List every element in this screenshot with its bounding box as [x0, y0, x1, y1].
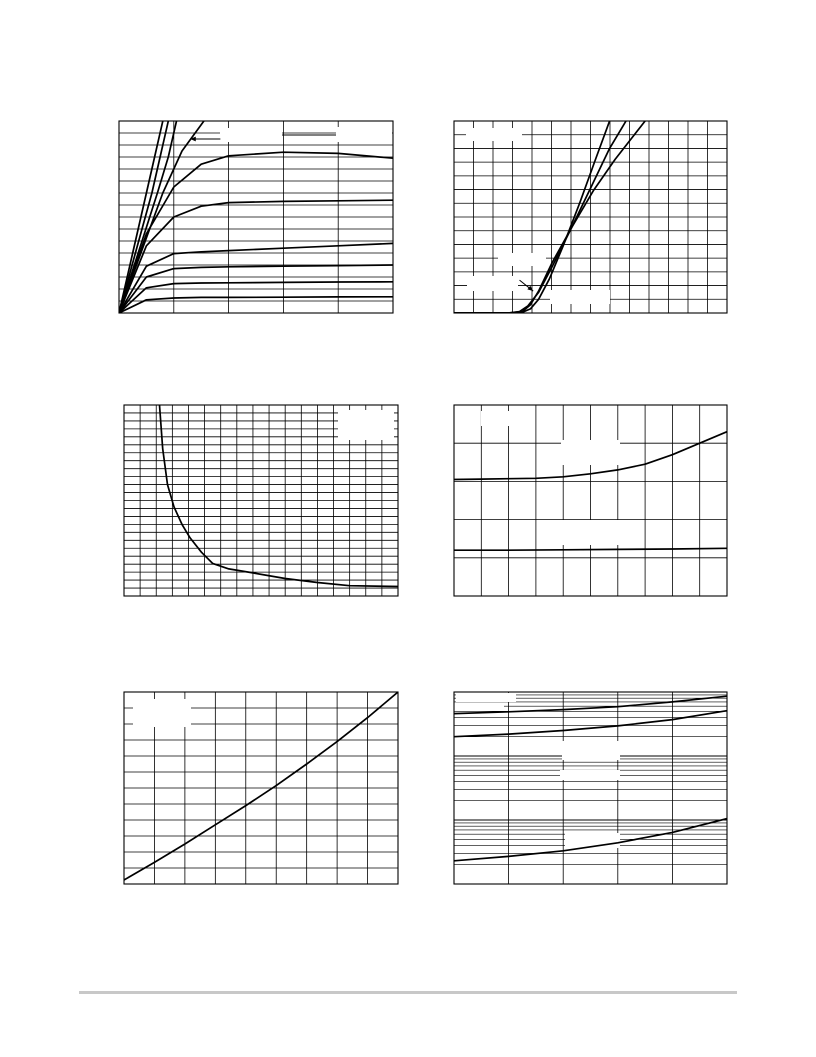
log-triple-grid: [454, 692, 727, 884]
decay-curve-chart: [124, 405, 398, 596]
footer-rule: [79, 991, 737, 994]
output-characteristics-series-line-7: [119, 243, 393, 313]
log-triple-series-line-2: [454, 711, 727, 737]
label-box: [498, 253, 546, 266]
label-box: [336, 127, 392, 142]
flat-pair-grid: [454, 405, 727, 596]
transfer-characteristics-chart: [454, 121, 727, 313]
label-box: [467, 276, 518, 291]
label-box: [560, 770, 620, 780]
log-triple-frame: [454, 692, 727, 884]
output-characteristics-chart: [119, 121, 393, 313]
rising-line-chart: [124, 692, 398, 884]
label-box: [466, 128, 522, 141]
label-box: [338, 410, 394, 440]
output-characteristics-series-line-10: [119, 297, 393, 313]
label-box: [133, 699, 191, 727]
output-characteristics-grid: [119, 121, 393, 313]
label-box: [562, 741, 620, 760]
flat-pair-chart: [454, 405, 727, 596]
label-box: [561, 440, 620, 465]
label-box: [456, 693, 516, 702]
label-box: [454, 703, 504, 711]
log-triple-chart: [454, 692, 727, 884]
label-box: [550, 290, 610, 304]
label-box: [561, 520, 620, 545]
label-box: [220, 128, 282, 142]
label-box: [481, 411, 530, 426]
